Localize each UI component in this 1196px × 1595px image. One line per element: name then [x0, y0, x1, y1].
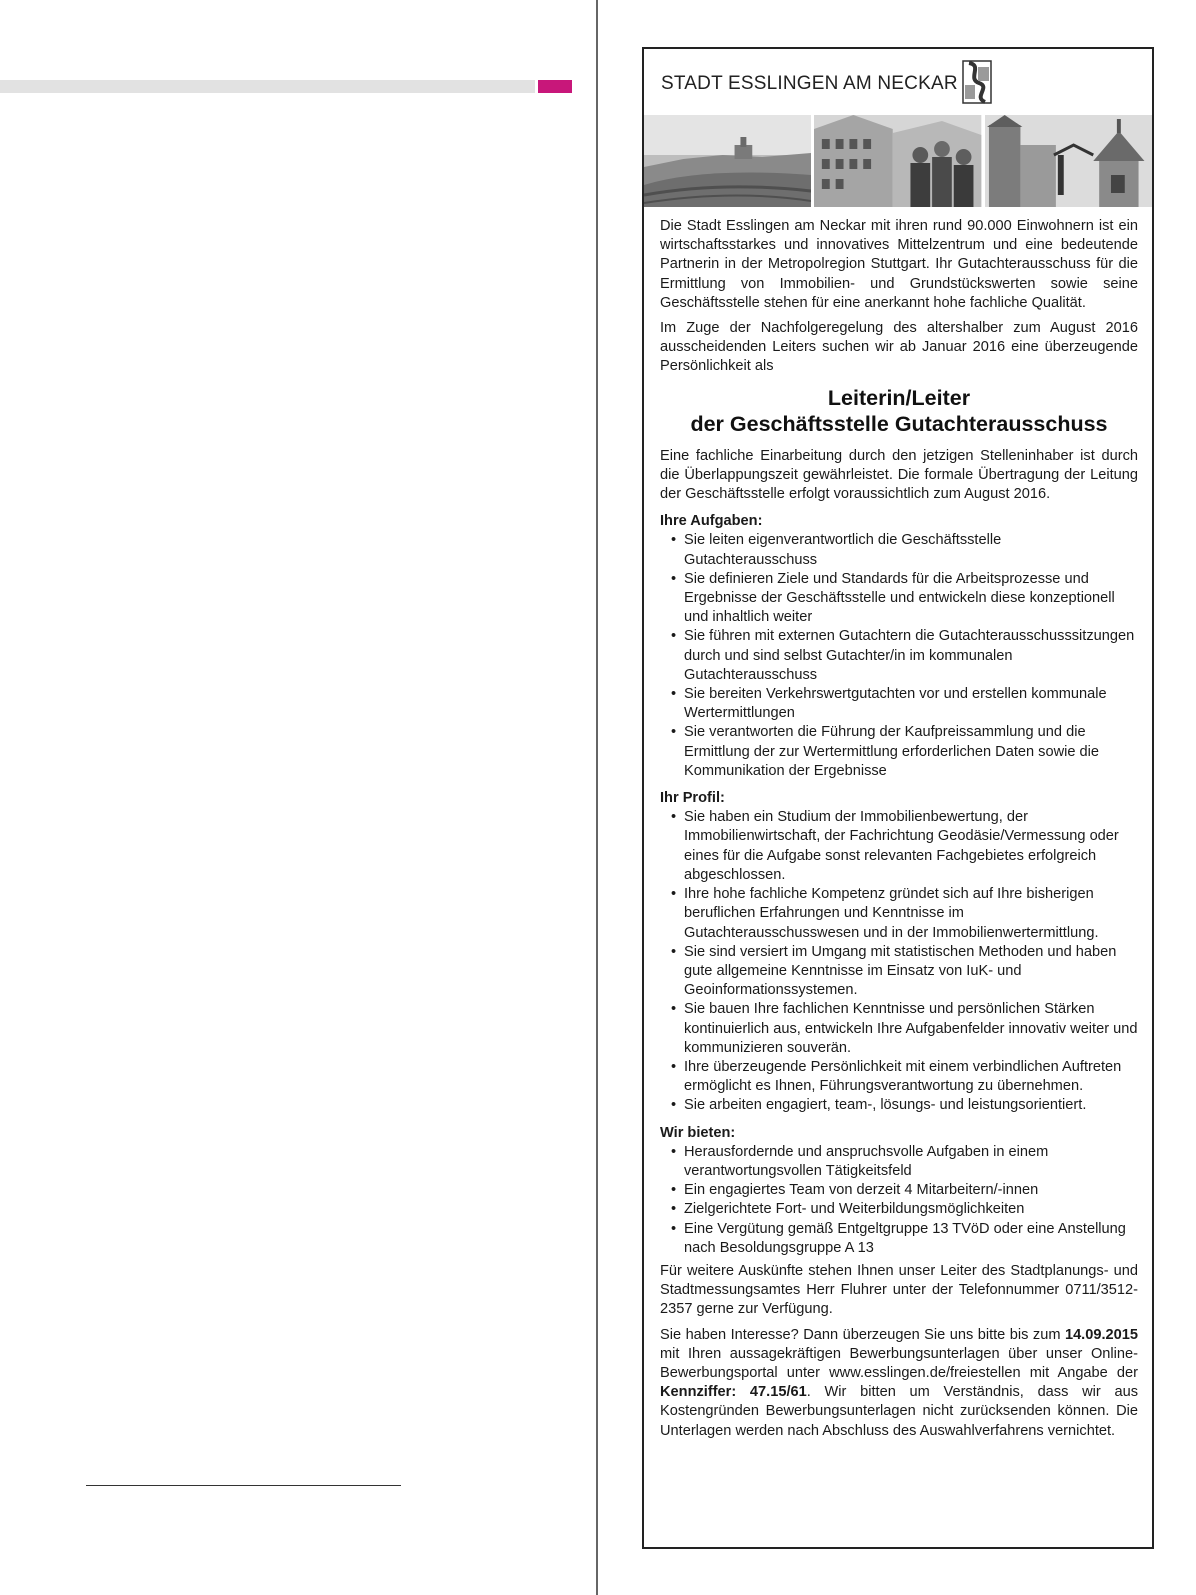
application-text-2: mit Ihren aussagekräftigen Bewerbungsunterlagen über unser Online-Bewerbungsportal unter www.esslingen.de/freiestellen mit Angabe der — [660, 1345, 1138, 1381]
list-item: • Sie führen mit externen Gutachtern die Gutachterausschusssitzungen durch und sind selbst Gutachter/in im kommunalen Gutachterausschuss — [660, 627, 1138, 685]
profile-list — [660, 808, 1138, 1115]
list-item: • Sie arbeiten engagiert, team-, lösungs- und leistungsorientiert. — [660, 1096, 1138, 1115]
list-item: • Sie haben ein Studium der Immobilienbewertung, der Immobilienwirtschaft, der Fachrichtung Geodäsie/Vermessung oder eines für die Aufgabe sonst relevanten Fachgebietes erfolgreich abgeschlossen. — [660, 808, 1138, 885]
esslingen-crest-icon — [961, 59, 993, 105]
tasks-heading: Ihre Aufgaben: — [660, 513, 763, 530]
application-paragraph — [660, 1326, 1138, 1441]
list-item: • Sie bauen Ihre fachlichen Kenntnisse und persönlichen Stärken kontinuierlich aus, entwickeln Ihre Aufgabenfelder innovativ weiter und kommunizieren souverän. — [660, 1000, 1138, 1058]
list-item: • Ein engagiertes Team von derzeit 4 Mitarbeitern/-innen — [660, 1181, 1138, 1200]
left-accent-block — [538, 80, 572, 93]
ad-header — [644, 49, 1152, 115]
intro-paragraph: Die Stadt Esslingen am Neckar mit ihren rund 90.000 Einwohnern ist ein wirtschaftsstarkes und innovatives Mittelzentrum und eine bedeutende Partnerin in der Metropolregion Stuttgart. Ihr Gutachterausschuss für die Ermittlung von Immobilien- und Grundstückswerten sowie seine Geschäftsstelle stehen für eine anerkannt hohe fachliche Qualität. — [660, 218, 1138, 311]
onboarding-paragraph: Eine fachliche Einarbeitung durch den jetzigen Stelleninhaber ist durch die Überlappungszeit gewährleistet. Die formale Übertragung der Leitung der Geschäftsstelle erfolgt voraussichtlich zum August 2016. — [660, 447, 1138, 503]
list-item: • Herausfordernde und anspruchsvolle Aufgaben in einem verantwortungsvollen Tätigkeitsfeld — [660, 1143, 1138, 1181]
application-text-3: . Wir bitten um Verständnis, dass wir aus Kostengründen Bewerbungsunterlagen nicht zurücksenden können. Die Unterlagen werden nach Abschluss des Auswahlverfahrens vernichtet. — [660, 1384, 1138, 1439]
contact-paragraph: Für weitere Auskünfte stehen Ihnen unser Leiter des Stadtplanungs- und Stadtmessungsamtes Herr Fluhrer unter der Telefonnummer 0711/3512-2357 gerne zur Verfügung. — [660, 1262, 1138, 1318]
tower-statue-photo — [985, 115, 1152, 207]
offer-heading: Wir bieten: — [660, 1124, 736, 1141]
ad-body — [660, 217, 1138, 1447]
job-advertisement — [642, 47, 1154, 1549]
list-item: • Ihre hohe fachliche Kompetenz gründet sich auf Ihre bisherigen beruflichen Erfahrungen und Kenntnisse im Gutachterausschusswesen und in der Immobilienwertermittlung. — [660, 885, 1138, 943]
column-divider — [596, 0, 598, 1595]
photo-strip — [644, 115, 1152, 207]
tasks-list — [660, 531, 1138, 781]
deadline-date: 14.09.2015 — [1064, 1326, 1138, 1343]
job-title-line-2: der Geschäftsstelle Gutachterausschuss — [690, 411, 1108, 436]
application-text-1: Sie haben Interesse? Dann überzeugen Sie uns bitte bis zum — [660, 1326, 1065, 1343]
list-item: • Sie verantworten die Führung der Kaufpreissammlung und die Ermittlung der zur Wertermittlung erforderlichen Daten sowie die Kommunikation der Ergebnisse — [660, 723, 1138, 781]
reference-code: Kennziffer: 47.15/61 — [660, 1384, 807, 1401]
job-title — [660, 385, 1138, 437]
list-item: • Sie bereiten Verkehrswertgutachten vor und erstellen kommunale Wertermittlungen — [660, 685, 1138, 723]
list-item: • Sie definieren Ziele und Standards für die Arbeitsprozesse und Ergebnisse der Geschäftsstelle und entwickeln diese konzeptionell und inhaltlich weiter — [660, 570, 1138, 628]
castle-vineyard-photo — [644, 115, 811, 207]
left-gray-rule — [0, 80, 535, 93]
list-item: • Sie leiten eigenverantwortlich die Geschäftsstelle Gutachterausschuss — [660, 531, 1138, 569]
list-item: • Eine Vergütung gemäß Entgeltgruppe 13 TVöD oder eine Anstellung nach Besoldungsgruppe A 13 — [660, 1220, 1138, 1258]
job-title-line-1: Leiterin/Leiter — [827, 385, 971, 410]
profile-heading: Ihr Profil: — [660, 790, 725, 807]
footnote-rule — [86, 1485, 401, 1486]
old-town-people-photo — [814, 115, 981, 207]
list-item: • Sie sind versiert im Umgang mit statistischen Methoden und haben gute allgemeine Kenntnisse im Einsatz von IuK- und Geoinformationssystemen. — [660, 943, 1138, 1001]
search-paragraph: Im Zuge der Nachfolgeregelung des altershalber zum August 2016 ausscheidenden Leiters suchen wir ab Januar 2016 eine überzeugende Persönlichkeit als — [660, 320, 1138, 375]
list-item: • Zielgerichtete Fort- und Weiterbildungsmöglichkeiten — [660, 1200, 1138, 1219]
offer-list — [660, 1143, 1138, 1258]
city-name: STADT ESSLINGEN AM NECKAR — [661, 73, 958, 94]
list-item: • Ihre überzeugende Persönlichkeit mit einem verbindlichen Auftreten ermöglicht es Ihnen, Führungsverantwortung zu übernehmen. — [660, 1058, 1138, 1096]
